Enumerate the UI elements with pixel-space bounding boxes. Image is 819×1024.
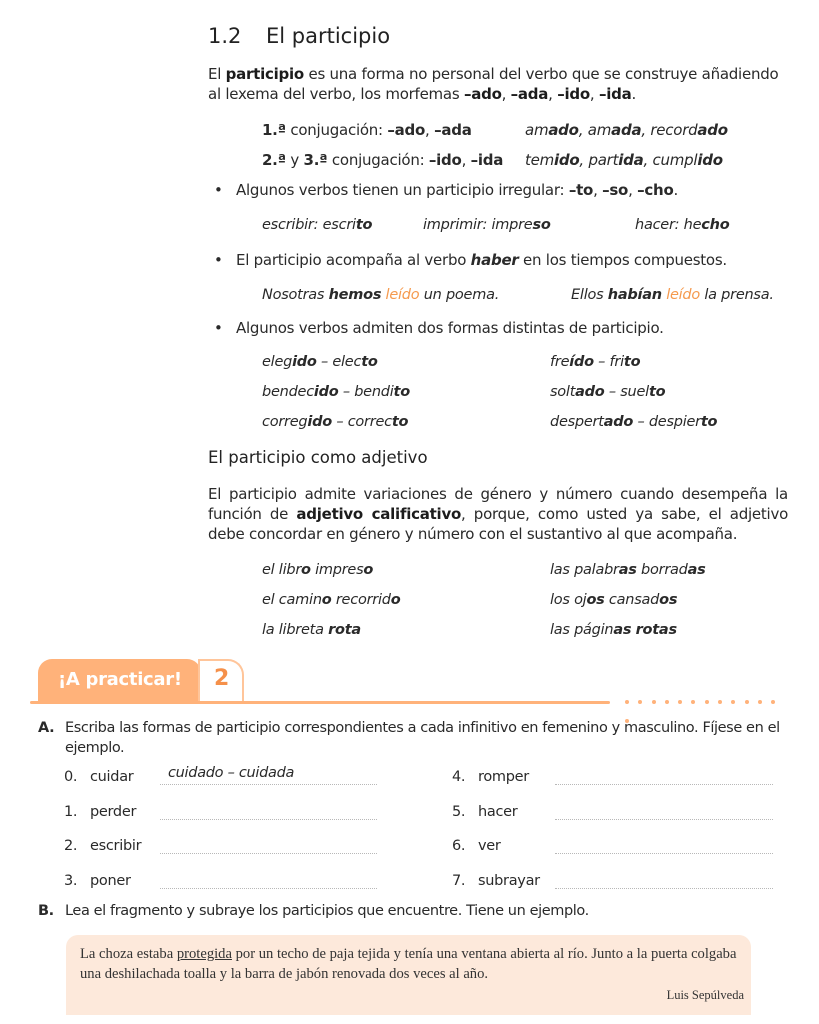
example-ending: to — [355, 217, 373, 233]
agreement-example — [262, 622, 361, 638]
separator: , — [641, 121, 651, 139]
ending: ada — [611, 121, 642, 139]
ending: o — [301, 562, 311, 578]
answer-example: cuidado – cuidada — [168, 765, 295, 781]
ending: o — [390, 592, 401, 608]
stem: las págin — [550, 622, 614, 638]
separator: , — [461, 151, 471, 169]
intro-text: es una forma no personal del verbo que se construye añadiendo al lexema del verbo, los morfemas — [208, 65, 779, 103]
section-title-text: El participio — [266, 24, 391, 48]
ordinal: 2.ª — [262, 151, 286, 169]
bullet-icon: • — [214, 181, 223, 199]
ending: ida — [618, 151, 644, 169]
separator: , — [593, 181, 603, 199]
ending: rotas — [635, 622, 677, 638]
separator: . — [631, 85, 636, 103]
exercise-b — [38, 903, 798, 919]
reading-fragment — [80, 944, 740, 984]
agreement-example — [550, 562, 706, 578]
participle-pair — [550, 384, 665, 400]
item-number: 7. — [452, 873, 466, 889]
stem: eleg — [262, 354, 293, 370]
ending: to — [393, 384, 410, 400]
bullet-text: El participio acompaña al verbo — [236, 251, 471, 269]
stem: correc — [347, 414, 392, 430]
conjugation-label: conjugación: — [327, 151, 429, 169]
bullet-keyword: haber — [470, 251, 519, 269]
conjugation-examples — [525, 121, 728, 139]
stem: despert — [550, 414, 604, 430]
item-verb: poner — [90, 873, 131, 889]
morpheme: –ada — [434, 121, 472, 139]
stem: el camin — [262, 592, 322, 608]
item-number: 5. — [452, 804, 466, 820]
ending: ido — [313, 384, 339, 400]
stem: tem — [525, 151, 554, 169]
exercise-item — [452, 873, 540, 889]
participle-highlight: leído — [381, 287, 420, 303]
intro-paragraph — [208, 64, 788, 104]
exercise-item — [64, 838, 141, 854]
separator: , — [578, 121, 588, 139]
bullet-icon: • — [214, 319, 223, 337]
separator: , — [425, 121, 435, 139]
ending: ado — [548, 121, 579, 139]
paragraph-text: El participio admite variaciones de género y número cuando desempeña la función de — [208, 485, 788, 523]
answer-field[interactable] — [160, 852, 377, 854]
bullet-icon: • — [214, 251, 223, 269]
ending: ido — [697, 151, 723, 169]
answer-field[interactable] — [555, 818, 773, 820]
item-verb: ver — [478, 838, 501, 854]
item-verb: escribir — [90, 838, 142, 854]
agreement-example — [262, 592, 400, 608]
ending: ado — [603, 414, 634, 430]
ending: to — [623, 354, 641, 370]
practice-number: 2 — [214, 666, 230, 691]
participle-pair — [262, 354, 378, 370]
irregular-example — [635, 217, 729, 233]
example-text: hacer: he — [635, 217, 702, 233]
exercise-item — [452, 804, 517, 820]
example-text: Ellos — [571, 287, 608, 303]
item-number: 0. — [64, 769, 78, 785]
stem: impres — [310, 562, 364, 578]
stem: cansad — [604, 592, 660, 608]
ordinal: 1.ª — [262, 121, 286, 139]
item-verb: hacer — [478, 804, 518, 820]
ending: ado — [697, 121, 728, 139]
ending: o — [363, 562, 374, 578]
stem: las palabr — [550, 562, 619, 578]
bullet-text: en los tiempos compuestos. — [518, 251, 727, 269]
dash: – — [593, 354, 610, 370]
example-ending: cho — [701, 217, 730, 233]
separator: , — [548, 85, 558, 103]
stem: bendi — [354, 384, 394, 400]
morpheme: –ida — [598, 85, 632, 103]
morpheme: –ada — [510, 85, 549, 103]
conjugation-label: conjugación: — [285, 121, 388, 139]
conjugation-row — [262, 121, 728, 139]
stem: suel — [620, 384, 649, 400]
ending: to — [391, 414, 409, 430]
agreement-example — [550, 592, 677, 608]
exercise-letter: B. — [38, 903, 54, 919]
section-title — [208, 24, 390, 48]
stem: elec — [332, 354, 362, 370]
exercise-instruction: Escriba las formas de participio correspondientes a cada infinitivo en femenino y masculino. Fíjese en el ejemplo. — [65, 720, 780, 756]
ending: ado — [575, 384, 605, 400]
separator: , — [628, 181, 638, 199]
bullet-irregular — [214, 181, 678, 199]
participle-pair — [262, 414, 408, 430]
bullet-double — [214, 319, 664, 337]
fragment-text: La choza estaba — [80, 946, 177, 962]
ending: as — [613, 622, 632, 638]
answer-field[interactable] — [555, 852, 773, 854]
item-number: 6. — [452, 838, 466, 854]
participle-highlight: leído — [661, 287, 701, 303]
conjugation-examples — [525, 151, 723, 169]
participle-pair — [262, 384, 410, 400]
stem: la libreta — [262, 622, 329, 638]
conjunction: y — [285, 151, 304, 169]
agreement-example — [550, 622, 677, 638]
auxiliary-verb: hemos — [328, 287, 382, 303]
stem: bendec — [262, 384, 314, 400]
fragment-text: por un techo de paja tejida y tenía una ventana abierta al río. Junto a la puerta colgaba una deshilachada toalla y la barra de jabón renovada dos veces al año. — [80, 946, 737, 982]
morpheme: –ido — [428, 151, 462, 169]
answer-field[interactable] — [160, 783, 377, 785]
ending: ido — [553, 151, 580, 169]
ending: to — [361, 354, 378, 370]
item-verb: subrayar — [478, 873, 540, 889]
stem: cumpl — [652, 151, 698, 169]
exercise-letter: A. — [38, 720, 55, 736]
exercise-item — [64, 873, 131, 889]
exercise-a — [38, 718, 788, 758]
ending: os — [586, 592, 605, 608]
example-text: un poema. — [419, 287, 500, 303]
dash: – — [604, 384, 621, 400]
stem: am — [587, 121, 612, 139]
morpheme: –ado — [463, 85, 502, 103]
stem: el libr — [262, 562, 302, 578]
morpheme: –so — [602, 181, 629, 199]
haber-example — [262, 287, 499, 303]
morpheme: –ido — [557, 85, 590, 103]
answer-field[interactable] — [160, 887, 377, 889]
paragraph-term: adjetivo calificativo — [296, 505, 462, 523]
ending: as — [618, 562, 637, 578]
ordinal: 3.ª — [303, 151, 328, 169]
ending: to — [648, 384, 666, 400]
irregular-example — [423, 217, 551, 233]
exercise-item — [452, 838, 501, 854]
morpheme: –cho — [637, 181, 674, 199]
ending: ido — [292, 354, 317, 370]
stem: fre — [550, 354, 570, 370]
item-number: 3. — [64, 873, 78, 889]
example-text: imprimir: impre — [423, 217, 533, 233]
example-text: Nosotras — [262, 287, 329, 303]
item-number: 1. — [64, 804, 78, 820]
haber-example — [571, 287, 774, 303]
item-number: 4. — [452, 769, 466, 785]
underlined-example: protegida — [176, 946, 232, 962]
dash: – — [338, 384, 355, 400]
bullet-text: Algunos verbos tienen un participio irregular: — [236, 181, 569, 199]
practice-divider — [30, 701, 610, 704]
exercise-instruction: Lea el fragmento y subraye los participios que encuentre. Tiene un ejemplo. — [65, 903, 589, 919]
ending: ido — [307, 414, 332, 430]
dash: – — [633, 414, 649, 430]
ending: as — [687, 562, 706, 578]
ending: to — [700, 414, 718, 430]
irregular-example — [262, 217, 372, 233]
separator: , — [501, 85, 511, 103]
answer-field[interactable] — [555, 887, 773, 889]
exercise-item — [452, 769, 529, 785]
fragment-author: Luis Sepúlveda — [666, 988, 744, 1002]
stem: despier — [648, 414, 701, 430]
separator: , — [643, 151, 653, 169]
participle-pair — [550, 414, 717, 430]
example-ending: so — [532, 217, 551, 233]
agreement-example — [262, 562, 373, 578]
morpheme: –ida — [470, 151, 504, 169]
bullet-text: Algunos verbos admiten dos formas distintas de participio. — [236, 319, 664, 337]
item-verb: romper — [478, 769, 529, 785]
ending: os — [659, 592, 678, 608]
morpheme: –to — [568, 181, 594, 199]
item-number: 2. — [64, 838, 78, 854]
section-number: 1.2 — [208, 24, 242, 48]
answer-field[interactable] — [160, 818, 377, 820]
separator: , — [579, 151, 589, 169]
dash: – — [331, 414, 348, 430]
stem: borrad — [636, 562, 688, 578]
stem: fri — [609, 354, 624, 370]
participle-pair — [550, 354, 640, 370]
conjugation-row — [262, 151, 723, 169]
separator: . — [673, 181, 679, 199]
ending: ído — [569, 354, 594, 370]
morpheme: –ado — [387, 121, 426, 139]
practice-tab-label: ¡A practicar! — [58, 669, 182, 690]
answer-field[interactable] — [555, 783, 773, 785]
ending: rota — [328, 622, 361, 638]
adjective-paragraph — [208, 484, 788, 544]
example-text: la prensa. — [700, 287, 774, 303]
subsection-heading: El participio como adjetivo — [208, 448, 428, 467]
stem: am — [525, 121, 549, 139]
dotted-divider — [625, 700, 795, 705]
bullet-haber — [214, 251, 727, 269]
paragraph-text: , porque, como usted ya sabe, el adjetivo debe concordar en género y número con el sustantivo al que acompaña. — [208, 505, 788, 543]
item-verb: cuidar — [90, 769, 134, 785]
dash: – — [316, 354, 333, 370]
separator: , — [589, 85, 599, 103]
intro-term: participio — [225, 65, 304, 83]
exercise-item — [64, 804, 136, 820]
stem: solt — [550, 384, 576, 400]
stem: recorrid — [331, 592, 391, 608]
stem: correg — [262, 414, 308, 430]
exercise-item — [64, 769, 133, 785]
intro-text: El — [208, 65, 226, 83]
stem: los oj — [550, 592, 587, 608]
auxiliary-verb: habían — [607, 287, 662, 303]
example-text: escribir: escri — [262, 217, 356, 233]
stem: part — [588, 151, 619, 169]
item-verb: perder — [90, 804, 137, 820]
stem: record — [650, 121, 698, 139]
ending: o — [321, 592, 332, 608]
